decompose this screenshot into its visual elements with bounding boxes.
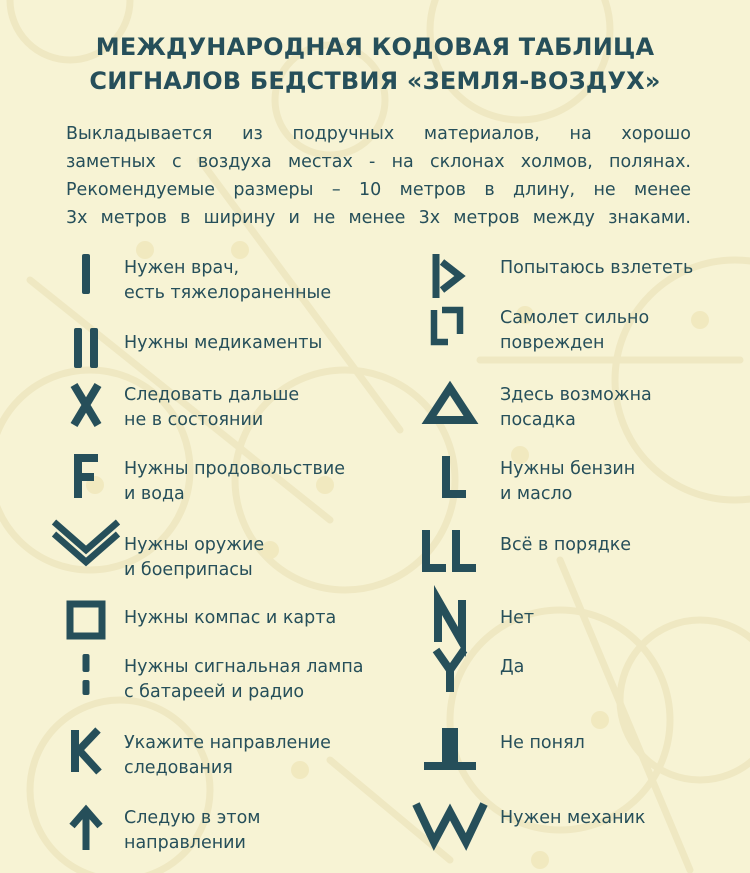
title-line-1: МЕЖДУНАРОДНАЯ КОДОВАЯ ТАБЛИЦА — [95, 33, 655, 61]
square-symbol — [58, 600, 114, 640]
intro-line-3: Рекомендуемые размеры – 10 метров в длину, не менее — [66, 180, 691, 200]
double-bar-symbol — [58, 326, 114, 370]
signal-label-need-fuel-oil: Нужны бензин и масло — [500, 459, 636, 504]
intro-paragraph — [66, 120, 691, 232]
triangle-flag-symbol — [422, 252, 472, 300]
w-symbol — [410, 800, 490, 846]
n-symbol — [422, 598, 478, 644]
arrow-up-symbol — [58, 806, 114, 852]
signal-label-need-food-water: Нужны продовольствие и вода — [124, 459, 345, 504]
page-title — [0, 30, 750, 98]
double-chevron-down-symbol — [50, 526, 122, 570]
jl-symbol — [420, 726, 480, 772]
signal-label-need-mechanic: Нужен механик — [500, 808, 646, 828]
signal-label-need-medicine: Нужны медикаменты — [124, 333, 323, 353]
signal-label-need-compass-map: Нужны компас и карта — [124, 608, 337, 628]
signal-label-indicate-direction: Укажите направление следования — [124, 733, 331, 778]
signal-label-will-try-takeoff: Попытаюсь взлететь — [500, 258, 694, 278]
signal-label-yes: Да — [500, 657, 525, 677]
vertical-bar-symbol — [58, 252, 114, 296]
x-symbol — [58, 382, 114, 428]
ll-symbol — [418, 528, 488, 574]
signal-label-not-understood: Не понял — [500, 733, 585, 753]
f-symbol — [58, 456, 114, 500]
signal-label-need-doctor: Нужен врач, есть тяжелораненные — [124, 258, 332, 303]
intro-line-4: 3х метров в ширину и не менее 3х метров между знаками. — [66, 208, 691, 228]
signal-label-cannot-proceed: Следовать дальше не в состоянии — [124, 385, 300, 430]
signal-label-plane-damaged: Самолет сильно поврежден — [500, 308, 650, 353]
k-symbol — [58, 728, 114, 774]
signal-label-all-ok: Всё в порядке — [500, 535, 632, 555]
intro-line-1: Выкладывается из подручных материалов, на хорошо — [66, 124, 691, 144]
signal-label-landing-possible: Здесь возможна посадка — [500, 385, 652, 430]
title-line-2: СИГНАЛОВ БЕДСТВИЯ «ЗЕМЛЯ-ВОЗДУХ» — [89, 67, 661, 95]
y-symbol — [422, 648, 478, 694]
exclamation-symbol — [58, 652, 114, 698]
triangle-symbol — [422, 382, 478, 424]
signal-label-following-direction: Следую в этом направлении — [124, 808, 261, 853]
signal-label-no: Нет — [500, 608, 535, 628]
signal-label-need-lamp-radio: Нужны сигнальная лампа с батареей и радио — [124, 657, 364, 702]
broken-square-symbol — [422, 306, 472, 346]
l-symbol — [422, 454, 478, 500]
intro-line-2: заметных с воздуха местах - на склонах холмов, полянах. — [66, 152, 691, 172]
signal-label-need-weapons: Нужны оружие и боеприпасы — [124, 535, 265, 580]
